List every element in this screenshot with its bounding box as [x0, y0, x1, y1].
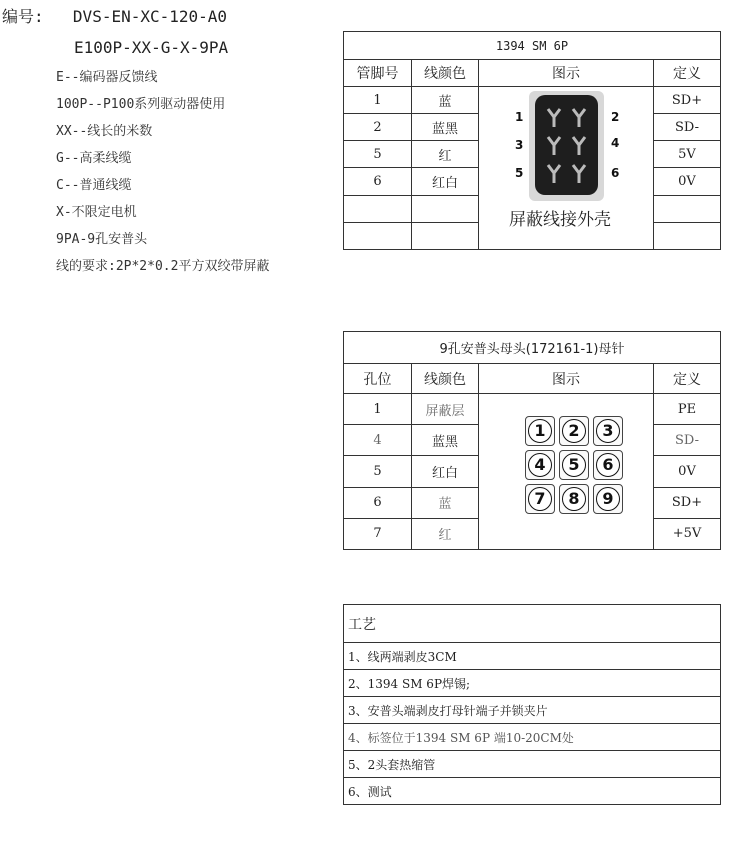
pin-cell: 2	[344, 114, 412, 141]
process-step: 2、1394 SM 6P焊锡;	[344, 670, 721, 697]
color-cell: 蓝	[412, 87, 479, 114]
def-cell	[654, 222, 721, 249]
table-row	[344, 697, 721, 724]
color-cell: 屏蔽层	[412, 394, 479, 425]
pin-cell: 1	[344, 87, 412, 114]
pin-cell	[344, 222, 412, 249]
hole: 5	[559, 450, 589, 480]
table-title: 9孔安普头母头(172161-1)母针	[344, 332, 721, 364]
legend	[56, 66, 269, 282]
process-step: 3、安普头端剥皮打母针端子并锁夹片	[344, 697, 721, 724]
column-header: 线颜色	[412, 364, 479, 394]
pin-contact-icon	[545, 163, 563, 185]
table-row	[344, 751, 721, 778]
pin-label: 1	[515, 110, 524, 124]
shield-note: 屏蔽线接外壳	[509, 210, 611, 230]
legend-line: XX--线长的米数	[56, 124, 153, 139]
def-cell: +5V	[654, 518, 721, 549]
process-step: 6、测试	[344, 778, 721, 805]
document-code	[2, 4, 227, 27]
hole: 8	[559, 484, 589, 514]
pin-label: 4	[611, 136, 620, 150]
legend-line: E--编码器反馈线	[56, 70, 158, 85]
def-cell: SD+	[654, 487, 721, 518]
hole: 6	[593, 450, 623, 480]
pin-cell: 6	[344, 487, 412, 518]
column-header: 定义	[654, 364, 721, 394]
hole: 4	[525, 450, 555, 480]
hole: 1	[525, 416, 555, 446]
table-row	[344, 778, 721, 805]
column-header: 图示	[479, 364, 654, 394]
pin-contact-icon	[545, 107, 563, 129]
process-table	[343, 604, 721, 805]
connector-diagram-9hole	[479, 394, 654, 550]
pin-contact-icon	[570, 163, 588, 185]
pin-cell: 5	[344, 141, 412, 168]
pin-cell: 5	[344, 456, 412, 487]
pinout-table-1394	[343, 31, 721, 250]
column-header: 图示	[479, 60, 654, 87]
color-cell: 红	[412, 141, 479, 168]
color-cell: 红白	[412, 168, 479, 195]
def-cell: PE	[654, 394, 721, 425]
table-row	[344, 87, 721, 114]
column-header: 管脚号	[344, 60, 412, 87]
pin-contact-icon	[545, 135, 563, 157]
process-step: 1、线两端剥皮3CM	[344, 643, 721, 670]
pin-label: 3	[515, 138, 524, 152]
legend-line: 线的要求:2P*2*0.2平方双绞带屏蔽	[56, 259, 270, 274]
process-title: 工艺	[344, 605, 721, 643]
color-cell: 蓝黑	[412, 114, 479, 141]
pin-cell: 4	[344, 425, 412, 456]
column-header: 定义	[654, 60, 721, 87]
column-header: 线颜色	[412, 60, 479, 87]
pin-cell: 1	[344, 394, 412, 425]
connector-body	[529, 91, 604, 201]
code-label: 编号:	[2, 7, 44, 26]
model-number: E100P-XX-G-X-9PA	[74, 38, 229, 57]
pin-cell: 6	[344, 168, 412, 195]
legend-line: G--高柔线缆	[56, 151, 132, 166]
color-cell: 红	[412, 518, 479, 549]
def-cell: SD-	[654, 114, 721, 141]
process-step: 4、标签位于1394 SM 6P 端10-20CM处	[344, 724, 721, 751]
table-row	[344, 724, 721, 751]
color-cell: 蓝	[412, 487, 479, 518]
def-cell: 5V	[654, 141, 721, 168]
legend-line: X-不限定电机	[56, 205, 137, 220]
table-row	[344, 670, 721, 697]
hole: 7	[525, 484, 555, 514]
legend-line: C--普通线缆	[56, 178, 132, 193]
legend-line: 100P--P100系列驱动器使用	[56, 97, 226, 112]
pin-label: 2	[611, 110, 620, 124]
pin-cell: 7	[344, 518, 412, 549]
def-cell: 0V	[654, 456, 721, 487]
pin-cell	[344, 195, 412, 222]
pin-label: 6	[611, 166, 620, 180]
def-cell	[654, 195, 721, 222]
hole: 3	[593, 416, 623, 446]
def-cell: SD-	[654, 425, 721, 456]
color-cell	[412, 195, 479, 222]
hole: 2	[559, 416, 589, 446]
color-cell	[412, 222, 479, 249]
pin-contact-icon	[570, 135, 588, 157]
process-step: 5、2头套热缩管	[344, 751, 721, 778]
def-cell: SD+	[654, 87, 721, 114]
pin-label: 5	[515, 166, 524, 180]
table-title: 1394 SM 6P	[344, 32, 721, 60]
pin-contact-icon	[570, 107, 588, 129]
code-value: DVS-EN-XC-120-A0	[72, 7, 228, 26]
table-row	[344, 643, 721, 670]
color-cell: 蓝黑	[412, 425, 479, 456]
def-cell: 0V	[654, 168, 721, 195]
color-cell: 红白	[412, 456, 479, 487]
connector-diagram-6p	[479, 87, 654, 250]
pinout-table-9pin	[343, 331, 721, 550]
legend-line: 9PA-9孔安普头	[56, 232, 148, 247]
hole: 9	[593, 484, 623, 514]
column-header: 孔位	[344, 364, 412, 394]
table-row	[344, 394, 721, 425]
